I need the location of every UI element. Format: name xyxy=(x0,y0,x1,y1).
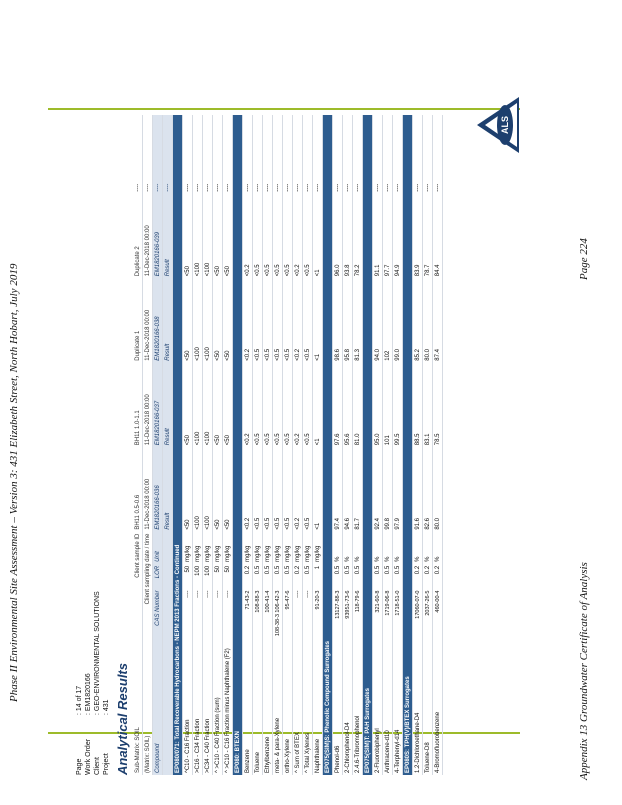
result-value: <0.5 xyxy=(303,194,313,278)
result-value: <100 xyxy=(193,194,203,278)
cas-number: 13127-88-3 xyxy=(333,589,343,647)
result-value: <0.5 xyxy=(273,278,283,362)
result-value: <100 xyxy=(203,278,213,362)
cas-number: 91-20-3 xyxy=(313,589,323,647)
unit: mg/kg xyxy=(223,532,233,564)
report-page xyxy=(75,95,535,775)
result-value: <100 xyxy=(203,447,213,531)
lor-value: 50 xyxy=(183,564,193,589)
result-label: ---- xyxy=(163,115,173,194)
compound-name: 2.4.6-Tribromophenol xyxy=(353,646,363,775)
result-value: <50 xyxy=(183,278,193,362)
cas-number: 118-79-6 xyxy=(353,589,363,647)
result-value: ---- xyxy=(433,115,443,194)
result-value: 81.3 xyxy=(353,278,363,362)
compound-name: 2-Fluorobiphenyl xyxy=(373,646,383,775)
result-label-row xyxy=(163,115,173,775)
spacer xyxy=(163,532,173,775)
cas-number: ---- xyxy=(213,589,223,647)
result-value: <0.5 xyxy=(303,447,313,531)
result-value: <1 xyxy=(313,447,323,531)
result-value: ---- xyxy=(373,115,383,194)
result-value: <0.2 xyxy=(243,278,253,362)
result-value: <0.5 xyxy=(283,363,293,447)
result-value: <0.5 xyxy=(263,447,273,531)
sample-id: BH11 0.5-0.6 xyxy=(133,447,143,531)
result-value: <0.5 xyxy=(283,447,293,531)
compound-name: ^C10 - C16 Fraction xyxy=(183,646,193,775)
result-value: <0.5 xyxy=(303,278,313,362)
result-value: 102 xyxy=(383,278,393,362)
unit: % xyxy=(333,532,343,564)
datetime-label: Client sampling date / time xyxy=(143,532,153,647)
report-meta xyxy=(75,591,111,775)
page-number: Page 224 xyxy=(578,238,590,280)
result-value: 97.4 xyxy=(333,447,343,531)
result-value: <100 xyxy=(193,278,203,362)
unit: % xyxy=(433,532,443,564)
result-value: <0.5 xyxy=(283,278,293,362)
result-value: <100 xyxy=(203,363,213,447)
sample-date: 11-Dec-2018 00:00 xyxy=(143,278,153,362)
table-row xyxy=(213,115,223,775)
result-value: <50 xyxy=(213,363,223,447)
result-value: 95.8 xyxy=(343,278,353,362)
sample-date: 11-Dec-2018 00:00 xyxy=(143,447,153,531)
running-header-text: Phase II Environmental Site Assessment – Version 3: 431 Elizabeth Street, North Hobart, July 2019 xyxy=(8,263,20,702)
unit: mg/kg xyxy=(283,532,293,564)
compound-name: Toluene xyxy=(253,646,263,775)
result-value: <100 xyxy=(193,447,203,531)
table-row xyxy=(203,115,213,775)
table-row xyxy=(433,115,443,775)
cas-number: 321-60-8 xyxy=(373,589,383,647)
cas-number: 2037-26-5 xyxy=(423,589,433,647)
result-value: <0.5 xyxy=(263,278,273,362)
section-header-row xyxy=(233,115,243,775)
result-value: <1 xyxy=(313,194,323,278)
result-value: <50 xyxy=(213,194,223,278)
table-row xyxy=(283,115,293,775)
lor-value: 0.5 xyxy=(333,564,343,589)
result-value: ---- xyxy=(283,115,293,194)
result-value: 97.6 xyxy=(333,363,343,447)
meta-value: : 14 of 17 xyxy=(76,685,83,715)
sample-id: Duplicate 1 xyxy=(133,278,143,362)
col-unit: Unit xyxy=(153,532,163,564)
header-row-sample-id xyxy=(133,115,143,775)
meta-value: : GEO-ENVIRONMENTAL SOLUTIONS xyxy=(94,591,101,715)
lab-id: EM1820166-038 xyxy=(153,278,163,362)
cas-number: ---- xyxy=(223,589,233,647)
result-value: 92.4 xyxy=(373,447,383,531)
cas-number: 108-38-3 106-42-3 xyxy=(273,589,283,647)
result-value: <0.5 xyxy=(253,194,263,278)
result-value: 97.9 xyxy=(393,447,403,531)
table-row xyxy=(413,115,423,775)
lor-value: 0.2 xyxy=(243,564,253,589)
document-running-footer xyxy=(578,60,600,780)
lor-value: 0.5 xyxy=(373,564,383,589)
cas-number: ---- xyxy=(293,589,303,647)
compound-name: Naphthalene xyxy=(313,646,323,775)
sample-date: 11-Dec-2018 00:00 xyxy=(143,363,153,447)
result-value: 84.4 xyxy=(433,194,443,278)
lor-value: 0.2 xyxy=(433,564,443,589)
result-value: 81.7 xyxy=(353,447,363,531)
lor-value: 0.2 xyxy=(293,564,303,589)
cas-number: 108-88-3 xyxy=(253,589,263,647)
table-row xyxy=(293,115,303,775)
result-value: 88.5 xyxy=(413,363,423,447)
compound-name: Phenol-d6 xyxy=(333,646,343,775)
cas-number: 95-47-6 xyxy=(283,589,293,647)
result-value: ---- xyxy=(203,115,213,194)
result-value: <0.5 xyxy=(283,194,293,278)
compound-name: Toluene-D8 xyxy=(423,646,433,775)
result-value: ---- xyxy=(263,115,273,194)
result-value: 93.8 xyxy=(343,194,353,278)
cas-number: ---- xyxy=(193,589,203,647)
cas-number: 1719-06-8 xyxy=(383,589,393,647)
result-value: <0.2 xyxy=(243,363,253,447)
document-running-header xyxy=(8,102,30,702)
meta-key: Project xyxy=(103,753,110,775)
col-compound: Compound xyxy=(153,646,163,775)
compound-name: ortho-Xylene xyxy=(283,646,293,775)
lor-value: 50 xyxy=(213,564,223,589)
lor-value: 0.5 xyxy=(303,564,313,589)
table-row xyxy=(343,115,353,775)
result-value: 91.1 xyxy=(373,194,383,278)
compound-name: ^ Sum of BTEX xyxy=(293,646,303,775)
result-value: 95.6 xyxy=(343,363,353,447)
result-value: ---- xyxy=(423,115,433,194)
result-value: 94.0 xyxy=(373,278,383,362)
result-value: 99.0 xyxy=(393,278,403,362)
result-value: <50 xyxy=(213,447,223,531)
table-row xyxy=(383,115,393,775)
table-row xyxy=(313,115,323,775)
unit: mg/kg xyxy=(243,532,253,564)
result-label: Result xyxy=(163,363,173,447)
meta-row xyxy=(75,591,84,775)
lab-id: EM1820166-037 xyxy=(153,363,163,447)
section-title: EP080/071: Total Recoverable Hydrocarbons - NEPM 2013 Fractions - Continued xyxy=(173,115,183,775)
compound-name: 2-Chlorophenol-D4 xyxy=(343,646,353,775)
cas-number: 100-41-4 xyxy=(263,589,273,647)
result-value: <1 xyxy=(313,363,323,447)
result-value: 80.0 xyxy=(433,447,443,531)
result-value: 98.6 xyxy=(333,278,343,362)
result-value: 78.7 xyxy=(423,194,433,278)
unit: mg/kg xyxy=(193,532,203,564)
lor-value: 100 xyxy=(203,564,213,589)
lab-id: ---- xyxy=(153,115,163,194)
lor-value: 100 xyxy=(193,564,203,589)
lor-value: 0.5 xyxy=(343,564,353,589)
result-value: 83.1 xyxy=(423,363,433,447)
lor-value: 0.2 xyxy=(413,564,423,589)
meta-key: Page xyxy=(76,758,83,775)
result-value: <0.2 xyxy=(293,194,303,278)
lor-value: 0.5 xyxy=(263,564,273,589)
lor-value: 0.2 xyxy=(423,564,433,589)
meta-value: : EM1820166 xyxy=(85,673,92,715)
section-title: EP080S: TPH(V)/BTEX Surrogates xyxy=(403,115,413,775)
result-value: ---- xyxy=(313,115,323,194)
result-value: 95.0 xyxy=(373,363,383,447)
sample-id: BH11 1.0-1.1 xyxy=(133,363,143,447)
table-row xyxy=(263,115,273,775)
compound-name: ^ Total Xylenes xyxy=(303,646,313,775)
table-row xyxy=(243,115,253,775)
sample-date: ---- xyxy=(143,115,153,194)
unit: mg/kg xyxy=(303,532,313,564)
cas-number: ---- xyxy=(303,589,313,647)
meta-row xyxy=(102,591,111,775)
cas-number: 93951-73-6 xyxy=(343,589,353,647)
unit: mg/kg xyxy=(263,532,273,564)
result-value: ---- xyxy=(243,115,253,194)
table-row xyxy=(223,115,233,775)
meta-key: Work Order xyxy=(85,738,92,775)
compound-name: ^ >C10 - C16 Fraction minus Naphthalene (F2) xyxy=(224,648,231,773)
table-row xyxy=(373,115,383,775)
result-value: ---- xyxy=(293,115,303,194)
result-value: 94.6 xyxy=(343,447,353,531)
cas-number: 17060-07-0 xyxy=(413,589,423,647)
lor-value: 1 xyxy=(313,564,323,589)
result-value: 91.6 xyxy=(413,447,423,531)
compound-name: ^ >C10 - C40 Fraction (sum) xyxy=(213,646,223,775)
result-value: 82.6 xyxy=(423,447,433,531)
section-header-row xyxy=(403,115,413,775)
unit: mg/kg xyxy=(313,532,323,564)
lor-value: 0.5 xyxy=(393,564,403,589)
result-value: ---- xyxy=(393,115,403,194)
table-row xyxy=(333,115,343,775)
running-footer-text: Appendix 13 Groundwater Certificate of Analysis xyxy=(578,562,590,780)
result-value: <50 xyxy=(223,447,233,531)
result-value: <0.2 xyxy=(243,194,253,278)
unit: % xyxy=(393,532,403,564)
result-value: <0.2 xyxy=(293,363,303,447)
table-row xyxy=(193,115,203,775)
result-value: <0.5 xyxy=(273,447,283,531)
result-value: <50 xyxy=(183,447,193,531)
unit: mg/kg xyxy=(273,532,283,564)
result-value: ---- xyxy=(343,115,353,194)
result-value: ---- xyxy=(353,115,363,194)
section-header-row xyxy=(173,115,183,775)
results-table xyxy=(133,115,443,775)
result-value: 81.0 xyxy=(353,363,363,447)
lor-value: 0.5 xyxy=(383,564,393,589)
meta-row xyxy=(93,591,102,775)
result-value: <0.2 xyxy=(293,278,303,362)
unit: % xyxy=(423,532,433,564)
section-title: EP075(SIM)T: PAH Surrogates xyxy=(363,115,373,775)
result-label: Result xyxy=(163,278,173,362)
result-value: 99.8 xyxy=(383,447,393,531)
result-value: 101 xyxy=(383,363,393,447)
result-value: <50 xyxy=(183,194,193,278)
lab-id: EM1820166-036 xyxy=(153,447,163,531)
unit: % xyxy=(373,532,383,564)
unit: % xyxy=(353,532,363,564)
result-value: ---- xyxy=(333,115,343,194)
matrix-label: (Matrix: SOIL) xyxy=(143,646,153,775)
meta-row xyxy=(84,591,93,775)
sample-id: Duplicate 2 xyxy=(133,194,143,278)
lor-value: 0.5 xyxy=(283,564,293,589)
lor-value: 0.5 xyxy=(253,564,263,589)
table-row xyxy=(273,115,283,775)
compound-name: >C16 - C34 Fraction xyxy=(193,646,203,775)
col-cas: CAS Number xyxy=(153,589,163,647)
section-title: EP080: BTEXN xyxy=(233,115,243,775)
result-label: Result xyxy=(163,194,173,278)
result-value: <0.2 xyxy=(243,447,253,531)
result-value: <0.5 xyxy=(253,447,263,531)
result-value: 78.2 xyxy=(353,194,363,278)
unit: mg/kg xyxy=(293,532,303,564)
column-header-row xyxy=(153,115,163,775)
result-value: <0.5 xyxy=(303,363,313,447)
result-value: 83.9 xyxy=(413,194,423,278)
table-row xyxy=(353,115,363,775)
result-value: 80.0 xyxy=(423,278,433,362)
als-logo-icon xyxy=(475,95,521,155)
meta-key: Client xyxy=(94,757,101,775)
client-id-label: Client sample ID xyxy=(133,532,143,647)
unit: mg/kg xyxy=(203,532,213,564)
section-title: EP075(SIM)S: Phenolic Compound Surrogates xyxy=(323,115,333,775)
sample-id: ---- xyxy=(133,115,143,194)
lab-id: EM1820166-039 xyxy=(153,194,163,278)
result-value: 78.5 xyxy=(433,363,443,447)
lor-value: 0.5 xyxy=(273,564,283,589)
result-value: <50 xyxy=(223,278,233,362)
result-value: <50 xyxy=(223,194,233,278)
result-value: 99.5 xyxy=(393,363,403,447)
section-header-row xyxy=(363,115,373,775)
table-row xyxy=(303,115,313,775)
result-value: 96.0 xyxy=(333,194,343,278)
result-value: <1 xyxy=(313,278,323,362)
header-row-date xyxy=(143,115,153,775)
result-value: ---- xyxy=(383,115,393,194)
table-row xyxy=(183,115,193,775)
result-value: 85.2 xyxy=(413,278,423,362)
compound-name: >C34 - C40 Fraction xyxy=(203,646,213,775)
logo-text: ALS xyxy=(500,116,510,134)
result-value: <100 xyxy=(203,194,213,278)
table-row xyxy=(393,115,403,775)
table-row xyxy=(253,115,263,775)
result-value: <0.5 xyxy=(253,363,263,447)
result-value: <50 xyxy=(183,363,193,447)
result-value: ---- xyxy=(273,115,283,194)
result-value: <0.5 xyxy=(253,278,263,362)
result-value: <50 xyxy=(223,363,233,447)
compound-name: 4-Bromofluorobenzene xyxy=(433,646,443,775)
table-row xyxy=(423,115,433,775)
meta-value: : 431 xyxy=(103,699,110,715)
result-value: <0.2 xyxy=(293,447,303,531)
unit: mg/kg xyxy=(213,532,223,564)
result-value: <100 xyxy=(193,363,203,447)
lor-value: 0.5 xyxy=(353,564,363,589)
sample-date: 11-Dec-2018 00:00 xyxy=(143,194,153,278)
compound-name: Anthracene-d10 xyxy=(383,646,393,775)
result-value: 97.7 xyxy=(383,194,393,278)
unit: mg/kg xyxy=(183,532,193,564)
result-value: <0.5 xyxy=(273,194,283,278)
cas-number: ---- xyxy=(203,589,213,647)
cas-number: ---- xyxy=(183,589,193,647)
col-lor: LOR xyxy=(153,564,163,589)
lor-value: 50 xyxy=(223,564,233,589)
result-value: ---- xyxy=(183,115,193,194)
page-title: Analytical Results xyxy=(115,663,130,775)
result-value: <50 xyxy=(213,278,223,362)
cas-number: 1718-51-0 xyxy=(393,589,403,647)
compound-name: Ethylbenzene xyxy=(263,646,273,775)
cas-number: 71-43-2 xyxy=(243,589,253,647)
cas-number: 460-00-4 xyxy=(433,589,443,647)
result-value: <0.5 xyxy=(273,363,283,447)
result-value: ---- xyxy=(193,115,203,194)
section-header-row xyxy=(323,115,333,775)
result-value: ---- xyxy=(223,115,233,194)
result-value: ---- xyxy=(213,115,223,194)
result-value: <0.5 xyxy=(263,363,273,447)
compound-name: 1.2-Dichloroethane-D4 xyxy=(413,646,423,775)
unit: % xyxy=(383,532,393,564)
result-value: 94.9 xyxy=(393,194,403,278)
result-value: 87.4 xyxy=(433,278,443,362)
submatrix-label: Sub-Matrix: SOIL xyxy=(133,646,143,775)
result-value: ---- xyxy=(253,115,263,194)
result-value: <0.5 xyxy=(263,194,273,278)
result-value: ---- xyxy=(303,115,313,194)
compound-name: meta- & para-Xylene xyxy=(273,646,283,775)
unit: % xyxy=(343,532,353,564)
result-value: ---- xyxy=(413,115,423,194)
compound-name: Benzene xyxy=(243,646,253,775)
unit: mg/kg xyxy=(253,532,263,564)
result-label: Result xyxy=(163,447,173,531)
compound-name: 4-Terphenyl-d14 xyxy=(393,646,403,775)
unit: % xyxy=(413,532,423,564)
